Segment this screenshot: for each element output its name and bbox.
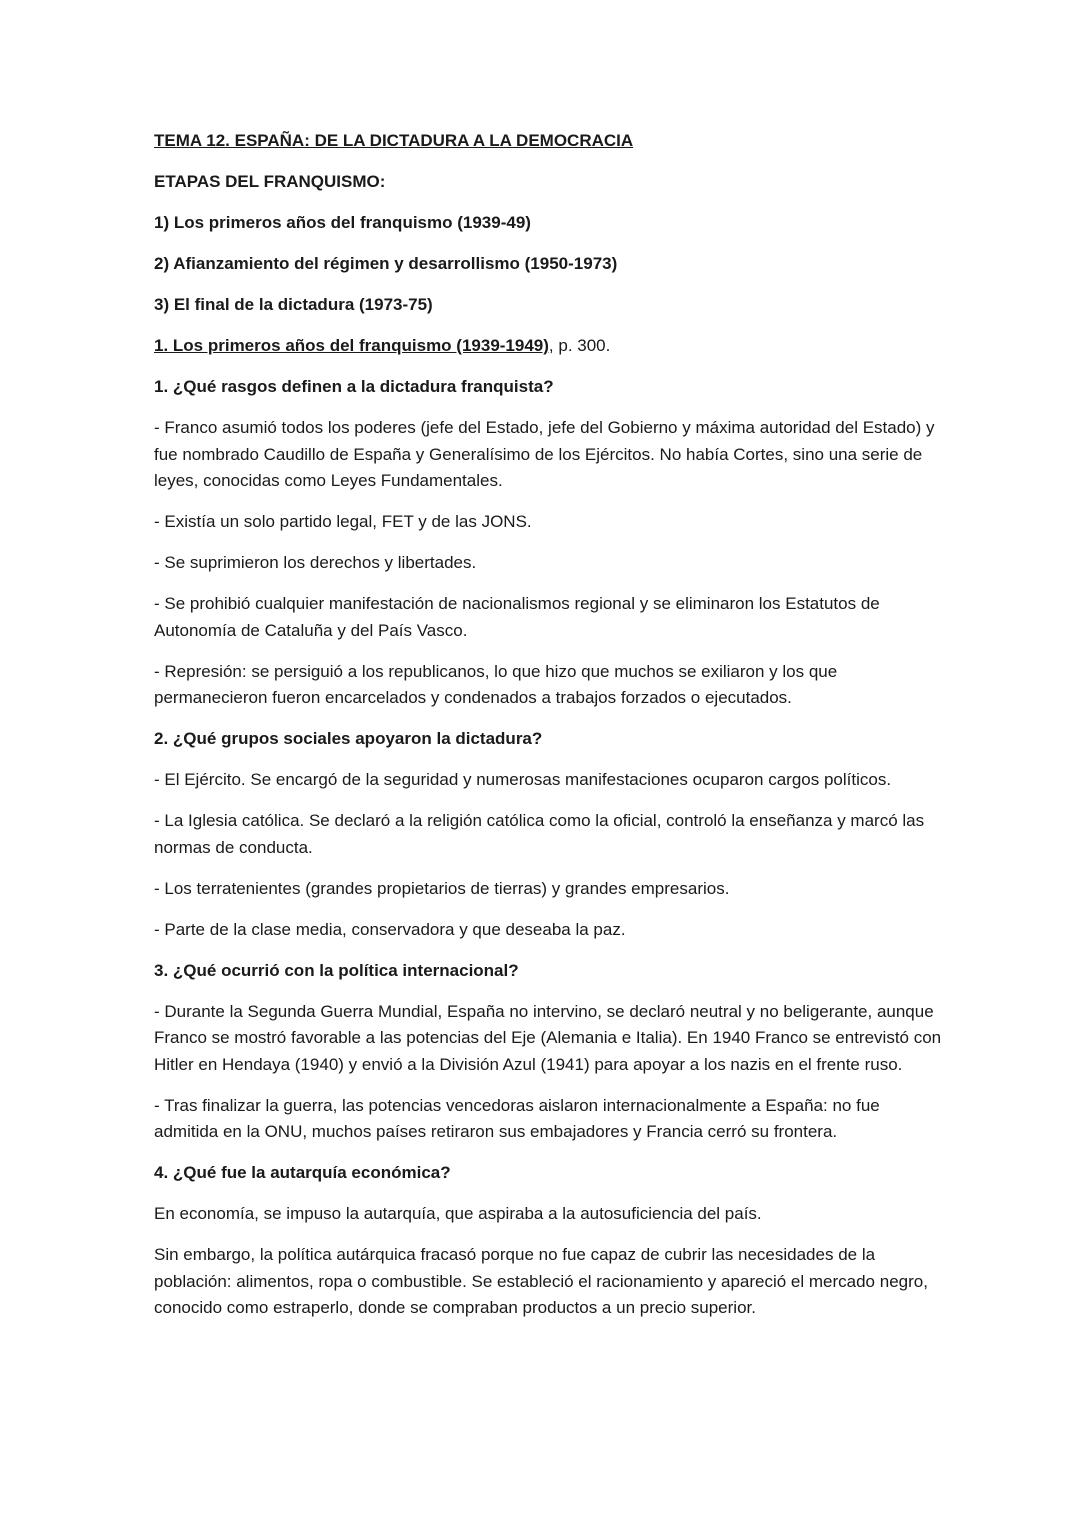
answer-paragraph: - Se prohibió cualquier manifestación de nacionalismos regional y se eliminaron los Estatutos de Autonomía de Cataluña y del País Vasco. bbox=[154, 594, 880, 640]
answer-paragraph: En economía, se impuso la autarquía, que aspiraba a la autosuficiencia del país. bbox=[154, 1204, 762, 1223]
etapa-item: 2) Afianzamiento del régimen y desarrollismo (1950-1973) bbox=[154, 254, 618, 273]
section-1-heading: 1. Los primeros años del franquismo (1939-1949) bbox=[154, 336, 549, 355]
etapa-item: 1) Los primeros años del franquismo (1939-49) bbox=[154, 213, 531, 232]
question-3: 3. ¿Qué ocurrió con la política internacional? bbox=[154, 960, 519, 980]
answer-paragraph: - El Ejército. Se encargó de la seguridad y numerosas manifestaciones ocuparon cargos políticos. bbox=[154, 770, 892, 789]
answer-paragraph: Sin embargo, la política autárquica fracasó porque no fue capaz de cubrir las necesidades de la población: alimentos, ropa o combustible. Se estableció el racionamiento y apareció el mercado negro, conocido como estraperlo, donde se compraban productos a un precio superior. bbox=[154, 1245, 928, 1317]
answer-paragraph: - Franco asumió todos los poderes (jefe del Estado, jefe del Gobierno y máxima autoridad del Estado) y fue nombrado Caudillo de España y Generalísimo de los Ejércitos. No había Cortes, sino una serie de leyes, conocidas como Leyes Fundamentales. bbox=[154, 418, 935, 490]
answer-paragraph: - Tras finalizar la guerra, las potencias vencedoras aislaron internacionalmente a España: no fue admitida en la ONU, muchos países retiraron sus embajadores y Francia cerró su frontera. bbox=[154, 1095, 880, 1141]
question-2: 2. ¿Qué grupos sociales apoyaron la dictadura? bbox=[154, 729, 543, 748]
answer-paragraph: - Los terratenientes (grandes propietarios de tierras) y grandes empresarios. bbox=[154, 878, 730, 898]
answer-paragraph: - Se suprimieron los derechos y libertades. bbox=[154, 553, 477, 572]
etapas-heading: ETAPAS DEL FRANQUISMO: bbox=[154, 172, 386, 191]
section-1-heading-line bbox=[154, 333, 944, 360]
answer-paragraph: - Existía un solo partido legal, FET y de las JONS. bbox=[154, 512, 532, 531]
answer-paragraph: - Durante la Segunda Guerra Mundial, España no intervino, se declaró neutral y no beligerante, aunque Franco se mostró favorable a las potencias del Eje (Alemania e Italia). En 1940 Franco se entrevistó con Hitler en Hendaya (1940) y envió a la División Azul (1941) para apoyar a los nazis en el frente ruso. bbox=[154, 1001, 942, 1074]
question-4: 4. ¿Qué fue la autarquía económica? bbox=[154, 1163, 451, 1182]
section-1-page-ref: , p. 300. bbox=[548, 336, 611, 355]
document-body bbox=[154, 128, 944, 1336]
answer-paragraph: - La Iglesia católica. Se declaró a la religión católica como la oficial, controló la enseñanza y marcó las normas de conducta. bbox=[154, 811, 925, 857]
answer-paragraph: - Represión: se persiguió a los republicanos, lo que hizo que muchos se exiliaron y los que permanecieron fueron encarcelados y condenados a trabajos forzados o ejecutados. bbox=[154, 661, 838, 707]
question-1: 1. ¿Qué rasgos definen a la dictadura franquista? bbox=[154, 377, 554, 396]
answer-paragraph: - Parte de la clase media, conservadora y que deseaba la paz. bbox=[154, 919, 626, 939]
page-title: TEMA 12. ESPAÑA: DE LA DICTADURA A LA DEMOCRACIA bbox=[154, 131, 634, 150]
etapa-item: 3) El final de la dictadura (1973-75) bbox=[154, 295, 433, 314]
